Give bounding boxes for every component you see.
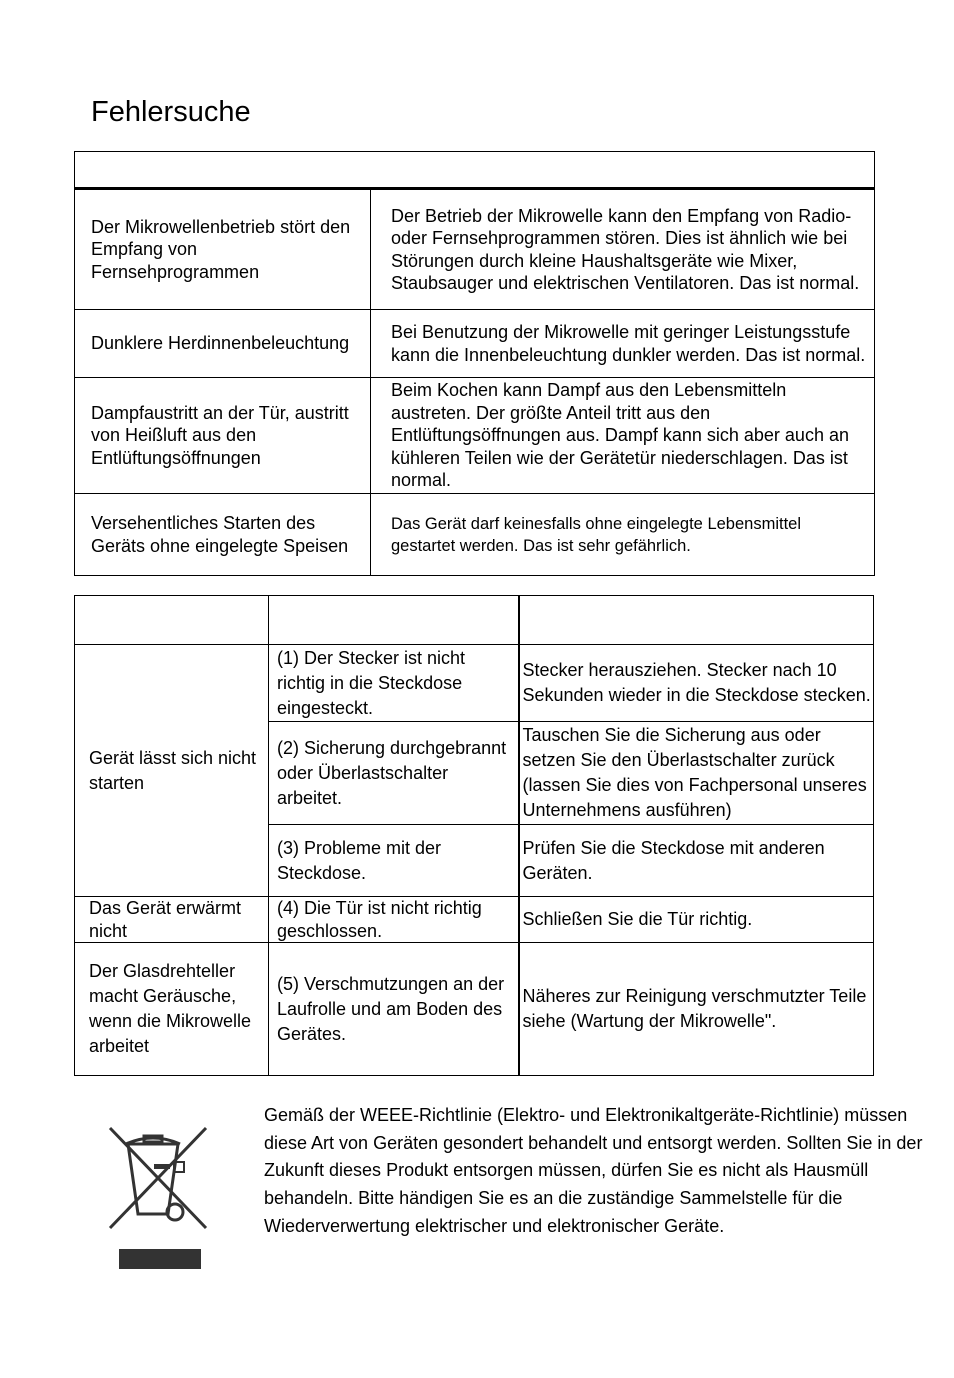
header-cell xyxy=(269,596,519,645)
solution-cell: Tauschen Sie die Sicherung aus oder setzen Sie den Überlastschalter zurück (lassen Sie dies von Fachpersonal unseres Unternehmens ausführen) xyxy=(519,722,874,825)
explanation-cell: Beim Kochen kann Dampf aus den Lebensmitteln austreten. Der größte Anteil tritt aus den Entlüftungsöffnungen aus. Dampf kann sich aber auch an kühleren Teilen wie der Gerätetür niederschlagen. Das ist normal. xyxy=(371,378,875,494)
explanation-cell: Bei Benutzung der Mikrowelle mit geringer Leistungsstufe kann die Innenbeleuchtung dunkler werden. Das ist normal. xyxy=(371,310,875,378)
troubleshooting-table-normal xyxy=(74,151,875,576)
troubleshooting-table-faults xyxy=(74,595,874,1076)
cause-cell: (3) Probleme mit der Steckdose. xyxy=(269,825,519,897)
problem-cell: Versehentliches Starten des Geräts ohne eingelegte Speisen xyxy=(75,494,371,576)
header-cell xyxy=(75,596,269,645)
table-row xyxy=(75,897,874,943)
problem-cell: Der Mikrowellenbetrieb stört den Empfang von Fernsehprogrammen xyxy=(75,189,371,310)
solution-cell: Prüfen Sie die Steckdose mit anderen Geräten. xyxy=(519,825,874,897)
page-title: Fehlersuche xyxy=(91,96,251,128)
table-row xyxy=(75,378,875,494)
table-row xyxy=(75,494,875,576)
problem-cell: Gerät lässt sich nicht starten xyxy=(75,645,269,897)
cause-cell: (4) Die Tür ist nicht richtig geschlossen. xyxy=(269,897,519,943)
explanation-cell: Das Gerät darf keinesfalls ohne eingelegte Lebensmittel gestartet werden. Das ist sehr gefährlich. xyxy=(371,494,875,576)
table-row xyxy=(75,189,875,310)
problem-cell: Dunklere Herdinnenbeleuchtung xyxy=(75,310,371,378)
weee-crossed-bin-icon xyxy=(106,1124,210,1272)
problem-cell: Dampfaustritt an der Tür, austritt von Heißluft aus den Entlüftungsöffnungen xyxy=(75,378,371,494)
weee-disposal-notice: Gemäß der WEEE-Richtlinie (Elektro- und Elektronikaltgeräte-Richtlinie) müssen diese Art von Geräten gesondert behandelt und entsorgt werden. Sollten Sie in der Zukunft dieses Produkt entsorgen müssen, dürfen Sie es nicht als Hausmüll behandeln. Bitte händigen Sie es an die zuständige Sammelstelle für die Wiederverwertung elektrischer und elektronischer Geräte. xyxy=(264,1105,923,1236)
solution-cell: Stecker herausziehen. Stecker nach 10 Sekunden wieder in die Steckdose stecken. xyxy=(519,645,874,722)
cause-cell: (1) Der Stecker ist nicht richtig in die Steckdose eingesteckt. xyxy=(269,645,519,722)
header-cell xyxy=(519,596,874,645)
header-cell xyxy=(75,152,875,189)
problem-cell: Der Glasdrehteller macht Geräusche, wenn die Mikrowelle arbeitet xyxy=(75,943,269,1076)
table-header-row xyxy=(75,152,875,189)
solution-cell: Schließen Sie die Tür richtig. xyxy=(519,897,874,943)
explanation-cell: Der Betrieb der Mikrowelle kann den Empfang von Radio- oder Fernsehprogrammen stören. Dies ist ähnlich wie bei Störungen durch kleine Haushaltsgeräte wie Mixer, Staubsauger und elektrischen Ventilatoren. Das ist normal. xyxy=(371,189,875,310)
cause-cell: (2) Sicherung durchgebrannt oder Überlastschalter arbeitet. xyxy=(269,722,519,825)
table-row xyxy=(75,310,875,378)
table-row xyxy=(75,645,874,722)
table-header-row xyxy=(75,596,874,645)
problem-cell: Das Gerät erwärmt nicht xyxy=(75,897,269,943)
solution-cell: Näheres zur Reinigung verschmutzter Teile siehe (Wartung der Mikrowelle". xyxy=(519,943,874,1076)
table-row xyxy=(75,943,874,1076)
cause-cell: (5) Verschmutzungen an der Laufrolle und am Boden des Gerätes. xyxy=(269,943,519,1076)
